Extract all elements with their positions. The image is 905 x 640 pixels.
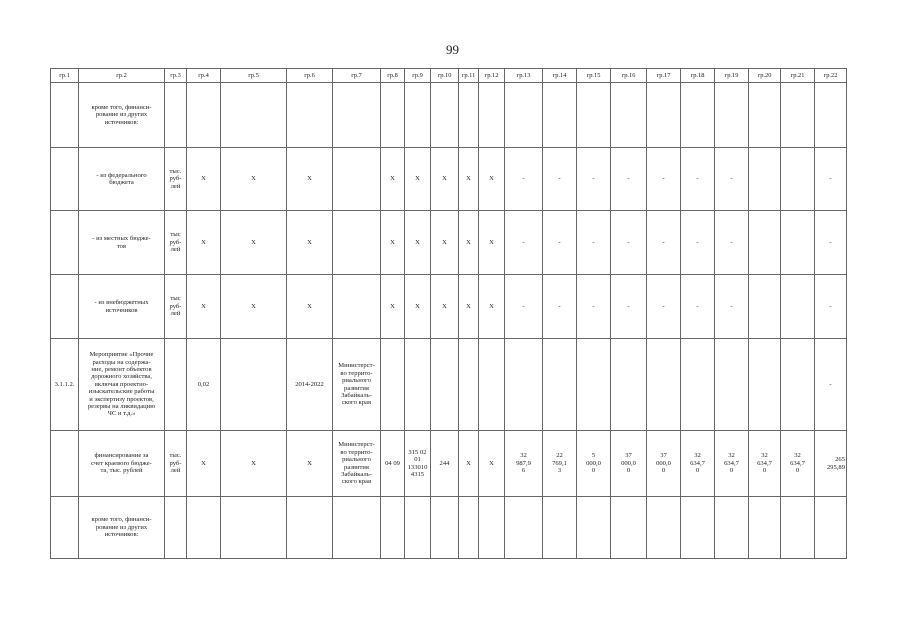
table-cell-col-8 bbox=[381, 497, 405, 559]
table-cell-col-16: - bbox=[611, 211, 647, 275]
table-cell-col-15 bbox=[577, 83, 611, 148]
table-cell-col-7 bbox=[333, 148, 381, 211]
header-row bbox=[51, 69, 847, 83]
table-cell-col-6: X bbox=[287, 211, 333, 275]
table-cell-col-1 bbox=[51, 148, 79, 211]
table-cell-col-4 bbox=[187, 497, 221, 559]
table-cell-col-13 bbox=[505, 339, 543, 431]
table-cell-col-14 bbox=[543, 497, 577, 559]
table-cell-col-3 bbox=[165, 83, 187, 148]
column-header-20: гр.20 bbox=[749, 69, 781, 83]
table-cell-col-11: X bbox=[459, 148, 479, 211]
table-row bbox=[51, 275, 847, 339]
table-cell-col-12: X bbox=[479, 431, 505, 497]
table-cell-col-8: X bbox=[381, 148, 405, 211]
table-cell-col-2: - из федерального бюджета bbox=[79, 148, 165, 211]
table-cell-col-4: X bbox=[187, 211, 221, 275]
table-cell-col-11 bbox=[459, 339, 479, 431]
column-header-12: гр.12 bbox=[479, 69, 505, 83]
table-cell-col-20 bbox=[749, 148, 781, 211]
table-cell-col-6 bbox=[287, 83, 333, 148]
table-cell-col-4: X bbox=[187, 431, 221, 497]
column-header-5: гр.5 bbox=[221, 69, 287, 83]
table-cell-col-15: - bbox=[577, 148, 611, 211]
table-cell-col-8: 04 09 bbox=[381, 431, 405, 497]
table-cell-col-5: X bbox=[221, 211, 287, 275]
column-header-2: гр.2 bbox=[79, 69, 165, 83]
table-cell-col-1 bbox=[51, 497, 79, 559]
table-cell-col-21 bbox=[781, 148, 815, 211]
table-cell-col-13 bbox=[505, 83, 543, 148]
table-cell-col-16: - bbox=[611, 275, 647, 339]
table-cell-col-12 bbox=[479, 497, 505, 559]
table-cell-col-21: 32 634,7 0 bbox=[781, 431, 815, 497]
table-cell-col-16: - bbox=[611, 148, 647, 211]
table-cell-col-11: X bbox=[459, 275, 479, 339]
table-cell-col-18: - bbox=[681, 211, 715, 275]
table-cell-col-13: 32 987,9 6 bbox=[505, 431, 543, 497]
table-cell-col-14 bbox=[543, 83, 577, 148]
table-cell-col-20 bbox=[749, 275, 781, 339]
table-cell-col-18: - bbox=[681, 148, 715, 211]
table-cell-col-1 bbox=[51, 83, 79, 148]
column-header-18: гр.18 bbox=[681, 69, 715, 83]
table-cell-col-5 bbox=[221, 83, 287, 148]
table-cell-col-17 bbox=[647, 83, 681, 148]
table-cell-col-12: X bbox=[479, 148, 505, 211]
table-cell-col-7 bbox=[333, 83, 381, 148]
table-cell-col-5: X bbox=[221, 275, 287, 339]
table-cell-col-12: X bbox=[479, 211, 505, 275]
table-cell-col-22: - bbox=[815, 275, 847, 339]
table-cell-col-15: - bbox=[577, 275, 611, 339]
table-cell-col-3 bbox=[165, 497, 187, 559]
table-row bbox=[51, 83, 847, 148]
table-cell-col-6 bbox=[287, 497, 333, 559]
table-cell-col-12 bbox=[479, 339, 505, 431]
table-cell-col-9: X bbox=[405, 148, 431, 211]
table-cell-col-6: 2014-2022 bbox=[287, 339, 333, 431]
table-cell-col-10 bbox=[431, 83, 459, 148]
table-cell-col-18 bbox=[681, 83, 715, 148]
column-header-11: гр.11 bbox=[459, 69, 479, 83]
table-cell-col-10 bbox=[431, 339, 459, 431]
table-cell-col-2: - из местных бюдже- тов bbox=[79, 211, 165, 275]
budget-table bbox=[50, 68, 847, 559]
table-cell-col-4: X bbox=[187, 275, 221, 339]
table-cell-col-13 bbox=[505, 497, 543, 559]
table-cell-col-9 bbox=[405, 339, 431, 431]
table-cell-col-21 bbox=[781, 211, 815, 275]
table-cell-col-8: X bbox=[381, 275, 405, 339]
table-cell-col-3: тыс. руб- лей bbox=[165, 431, 187, 497]
table-cell-col-16: 37 000,0 0 bbox=[611, 431, 647, 497]
table-row bbox=[51, 148, 847, 211]
table-cell-col-7 bbox=[333, 211, 381, 275]
table-cell-col-20 bbox=[749, 339, 781, 431]
table-cell-col-14: - bbox=[543, 211, 577, 275]
table-cell-col-22: - bbox=[815, 211, 847, 275]
table-cell-col-7: Министерст- во террито- риального развития Забайкаль- ского края bbox=[333, 431, 381, 497]
table-cell-col-5: X bbox=[221, 148, 287, 211]
column-header-1: гр.1 bbox=[51, 69, 79, 83]
table-cell-col-9: X bbox=[405, 211, 431, 275]
table-cell-col-22 bbox=[815, 83, 847, 148]
table-cell-col-8 bbox=[381, 83, 405, 148]
table-cell-col-17 bbox=[647, 497, 681, 559]
table-cell-col-20 bbox=[749, 83, 781, 148]
table-cell-col-10: 244 bbox=[431, 431, 459, 497]
table-cell-col-12: X bbox=[479, 275, 505, 339]
table-cell-col-14: 22 769,1 3 bbox=[543, 431, 577, 497]
table-cell-col-7: Министерст- во террито- риального развития Забайкаль- ского края bbox=[333, 339, 381, 431]
table-cell-col-15: - bbox=[577, 211, 611, 275]
table-cell-col-15: 5 000,0 0 bbox=[577, 431, 611, 497]
table-cell-col-13: - bbox=[505, 275, 543, 339]
table-cell-col-10: X bbox=[431, 148, 459, 211]
column-header-21: гр.21 bbox=[781, 69, 815, 83]
table-cell-col-17: 37 000,0 0 bbox=[647, 431, 681, 497]
table-cell-col-1 bbox=[51, 275, 79, 339]
table-cell-col-2: - из внебюджетных источников bbox=[79, 275, 165, 339]
table-cell-col-15 bbox=[577, 497, 611, 559]
table-cell-col-2: кроме того, финанси- рование из других источников: bbox=[79, 497, 165, 559]
table-cell-col-4: 0,02 bbox=[187, 339, 221, 431]
table-cell-col-5 bbox=[221, 339, 287, 431]
column-header-16: гр.16 bbox=[611, 69, 647, 83]
column-header-15: гр.15 bbox=[577, 69, 611, 83]
column-header-3: гр.3 bbox=[165, 69, 187, 83]
table-cell-col-19: - bbox=[715, 211, 749, 275]
column-header-6: гр.6 bbox=[287, 69, 333, 83]
table-cell-col-11: X bbox=[459, 431, 479, 497]
table-cell-col-17: - bbox=[647, 148, 681, 211]
table-cell-col-1 bbox=[51, 211, 79, 275]
table-cell-col-1 bbox=[51, 431, 79, 497]
table-cell-col-22: - bbox=[815, 339, 847, 431]
table-cell-col-14: - bbox=[543, 275, 577, 339]
table-cell-col-17 bbox=[647, 339, 681, 431]
table-cell-col-10: X bbox=[431, 211, 459, 275]
table-cell-col-8: X bbox=[381, 211, 405, 275]
column-header-8: гр.8 bbox=[381, 69, 405, 83]
table-cell-col-14: - bbox=[543, 148, 577, 211]
table-cell-col-15 bbox=[577, 339, 611, 431]
table-cell-col-19: 32 634,7 0 bbox=[715, 431, 749, 497]
table-cell-col-5 bbox=[221, 497, 287, 559]
table-cell-col-13: - bbox=[505, 211, 543, 275]
table-cell-col-19: - bbox=[715, 275, 749, 339]
table-row bbox=[51, 431, 847, 497]
table-cell-col-6: X bbox=[287, 431, 333, 497]
table-cell-col-10 bbox=[431, 497, 459, 559]
table-cell-col-7 bbox=[333, 497, 381, 559]
table-row bbox=[51, 339, 847, 431]
table-cell-col-10: X bbox=[431, 275, 459, 339]
table-cell-col-3: тыс руб- лей bbox=[165, 211, 187, 275]
table-cell-col-21 bbox=[781, 497, 815, 559]
table-cell-col-11 bbox=[459, 497, 479, 559]
column-header-19: гр.19 bbox=[715, 69, 749, 83]
table-cell-col-18 bbox=[681, 339, 715, 431]
table-cell-col-20 bbox=[749, 211, 781, 275]
column-header-22: гр.22 bbox=[815, 69, 847, 83]
table-cell-col-18: 32 634,7 0 bbox=[681, 431, 715, 497]
table-cell-col-4: X bbox=[187, 148, 221, 211]
table-cell-col-21 bbox=[781, 83, 815, 148]
table-cell-col-21 bbox=[781, 275, 815, 339]
table-cell-col-20: 32 634,7 0 bbox=[749, 431, 781, 497]
table-cell-col-8 bbox=[381, 339, 405, 431]
column-header-4: гр.4 bbox=[187, 69, 221, 83]
table-cell-col-4 bbox=[187, 83, 221, 148]
table-cell-col-1: 3.1.1.2. bbox=[51, 339, 79, 431]
table-cell-col-20 bbox=[749, 497, 781, 559]
table-cell-col-14 bbox=[543, 339, 577, 431]
column-header-10: гр.10 bbox=[431, 69, 459, 83]
column-header-14: гр.14 bbox=[543, 69, 577, 83]
table-row bbox=[51, 211, 847, 275]
table-cell-col-7 bbox=[333, 275, 381, 339]
column-header-7: гр.7 bbox=[333, 69, 381, 83]
table-cell-col-13: - bbox=[505, 148, 543, 211]
column-header-17: гр.17 bbox=[647, 69, 681, 83]
table-cell-col-19 bbox=[715, 83, 749, 148]
table-cell-col-3: тыс. руб- лей bbox=[165, 148, 187, 211]
table-cell-col-22: 265 295,89 bbox=[815, 431, 847, 497]
table-cell-col-9: X bbox=[405, 275, 431, 339]
column-header-9: гр.9 bbox=[405, 69, 431, 83]
page-number: 99 bbox=[446, 42, 459, 57]
table-cell-col-16 bbox=[611, 339, 647, 431]
table-cell-col-11: X bbox=[459, 211, 479, 275]
table-cell-col-21 bbox=[781, 339, 815, 431]
table-cell-col-6: X bbox=[287, 148, 333, 211]
table-cell-col-2: кроме того, финанси- рование из других источников: bbox=[79, 83, 165, 148]
table-cell-col-18: - bbox=[681, 275, 715, 339]
table-cell-col-3 bbox=[165, 339, 187, 431]
table-cell-col-22: - bbox=[815, 148, 847, 211]
table-cell-col-16 bbox=[611, 83, 647, 148]
table-cell-col-11 bbox=[459, 83, 479, 148]
table-cell-col-9 bbox=[405, 497, 431, 559]
table-cell-col-9: 315 02 01 133010 4315 bbox=[405, 431, 431, 497]
column-header-13: гр.13 bbox=[505, 69, 543, 83]
table-cell-col-19: - bbox=[715, 148, 749, 211]
table-cell-col-2: финансирование за счет краевого бюдже- та, тыс. рублей bbox=[79, 431, 165, 497]
table-cell-col-17: - bbox=[647, 211, 681, 275]
table-cell-col-9 bbox=[405, 83, 431, 148]
table-cell-col-2: Мероприятие «Прочие расходы на содержа- ние, ремонт объектов дорожного хозяйства, включая проектно- изыскательские работы и экспертизу проектов, резервы на ликвидацию ЧС и т.д.» bbox=[79, 339, 165, 431]
table-cell-col-18 bbox=[681, 497, 715, 559]
table-cell-col-3: тыс руб- лей bbox=[165, 275, 187, 339]
table-cell-col-19 bbox=[715, 497, 749, 559]
table-cell-col-6: X bbox=[287, 275, 333, 339]
table-cell-col-22 bbox=[815, 497, 847, 559]
table-row bbox=[51, 497, 847, 559]
table-cell-col-16 bbox=[611, 497, 647, 559]
table-body bbox=[51, 83, 847, 559]
table-cell-col-19 bbox=[715, 339, 749, 431]
table-cell-col-12 bbox=[479, 83, 505, 148]
table-cell-col-17: - bbox=[647, 275, 681, 339]
table-cell-col-5: X bbox=[221, 431, 287, 497]
